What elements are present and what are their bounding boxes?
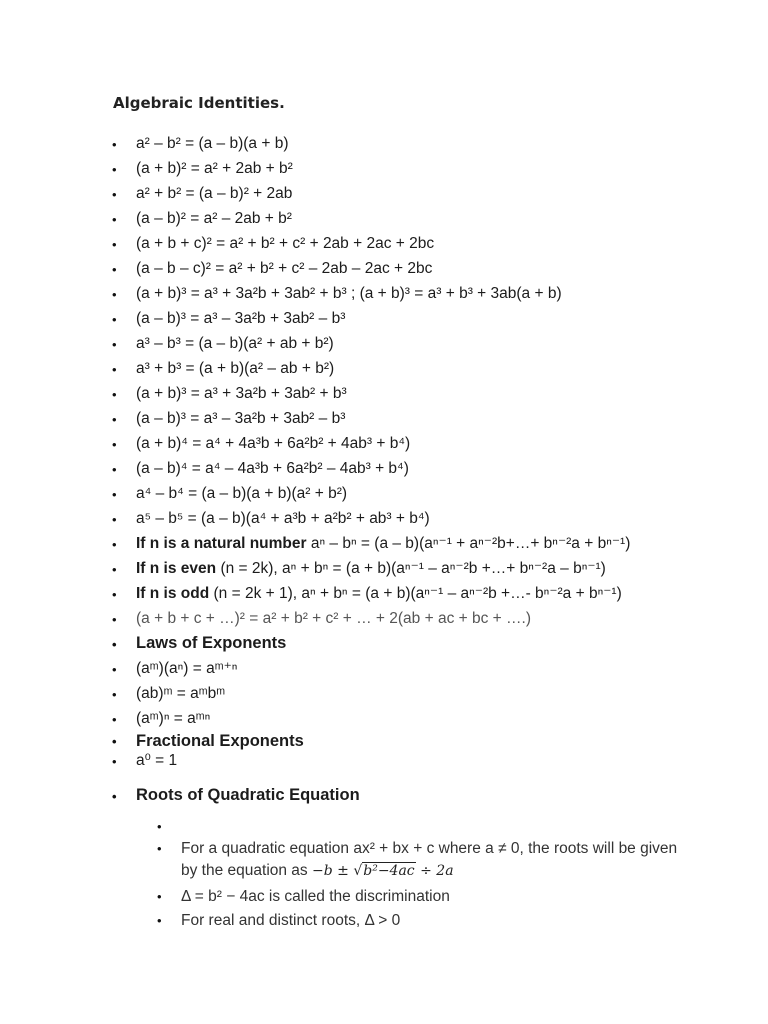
list-item: • (a – b)³ = a³ – 3a²b + 3ab² – b³ xyxy=(0,406,768,431)
list-item: • (a + b)³ = a³ + 3a²b + 3ab² + b³ xyxy=(0,381,768,406)
fractional-heading: • Fractional Exponents xyxy=(0,731,768,751)
list-item: • (a – b)⁴ = a⁴ – 4a³b + 6a²b² – 4ab³ + b⁴) xyxy=(0,456,768,481)
zero-exponent-item: • a⁰ = 1 xyxy=(0,751,768,771)
roots-heading: • Roots of Quadratic Equation xyxy=(0,783,768,808)
n-even-label: If n is even xyxy=(136,560,217,577)
list-item: • (a – b)² = a² – 2ab + b² xyxy=(0,206,768,231)
natural-number-label: If n is a natural number xyxy=(136,535,307,552)
list-item: • (a – b)³ = a³ – 3a²b + 3ab² – b³ xyxy=(0,306,768,331)
laws-heading: • Laws of Exponents xyxy=(0,631,768,656)
natural-number-formula: aⁿ – bⁿ = (a – b)(aⁿ⁻¹ + aⁿ⁻²b+…+ bⁿ⁻²a + bⁿ⁻¹) xyxy=(310,535,631,552)
formula-suffix: ÷ 2a xyxy=(420,863,454,879)
natural-number-item xyxy=(0,531,768,556)
list-item: • (aᵐ)ⁿ = aᵐⁿ xyxy=(0,706,768,731)
series-identity-item: • (a + b + c + …)² = a² + b² + c² + … + 2(ab + ac + bc + ….) xyxy=(0,606,768,631)
page-title: Algebraic Identities. xyxy=(113,94,285,112)
list-item: • a⁵ – b⁵ = (a – b)(a⁴ + a³b + a²b² + ab³ + b⁴) xyxy=(0,506,768,531)
n-odd-label: If n is odd xyxy=(136,585,210,602)
list-item: • a⁴ – b⁴ = (a – b)(a + b)(a² + b²) xyxy=(0,481,768,506)
n-even-item xyxy=(0,556,768,581)
list-item: • (a – b – c)² = a² + b² + c² – 2ab – 2ac + 2bc xyxy=(0,256,768,281)
list-item: • a² – b² = (a – b)(a + b) xyxy=(0,131,768,156)
n-odd-formula: (n = 2k + 1), aⁿ + bⁿ = (a + b)(aⁿ⁻¹ – aⁿ⁻²b +…- bⁿ⁻²a + bⁿ⁻¹) xyxy=(213,585,622,602)
quadratic-roots-text: For a quadratic equation ax² + bx + c where a ≠ 0, the roots will be given by the equation as xyxy=(181,840,678,879)
list-item: • (aᵐ)(aⁿ) = aᵐ⁺ⁿ xyxy=(0,656,768,681)
list-item: • a² + b² = (a – b)² + 2ab xyxy=(0,181,768,206)
roots-sublist xyxy=(0,816,768,932)
formula-radicand: b²−4ac xyxy=(363,863,415,879)
list-item: • (ab)ᵐ = aᵐbᵐ xyxy=(0,681,768,706)
list-item: • (a + b + c)² = a² + b² + c² + 2ab + 2ac + 2bc xyxy=(0,231,768,256)
empty-list-item xyxy=(0,816,681,838)
n-even-formula: (n = 2k), aⁿ + bⁿ = (a + b)(aⁿ⁻¹ – aⁿ⁻²b +…+ bⁿ⁻²a – bⁿ⁻¹) xyxy=(220,560,606,577)
formula-prefix: −b ± xyxy=(312,863,349,879)
identities-list xyxy=(0,131,768,808)
quadratic-formula: −b ± √b²−4ac ÷ 2a xyxy=(312,863,454,879)
list-item: • (a + b)³ = a³ + 3a²b + 3ab² + b³ ; (a + b)³ = a³ + b³ + 3ab(a + b) xyxy=(0,281,768,306)
n-odd-item xyxy=(0,581,768,606)
list-item: • a³ – b³ = (a – b)(a² + ab + b²) xyxy=(0,331,768,356)
list-item: • (a + b)² = a² + 2ab + b² xyxy=(0,156,768,181)
discriminant-item: • Δ = b² − 4ac is called the discrimination xyxy=(0,886,681,908)
quadratic-roots-item xyxy=(0,838,681,884)
list-item: • (a + b)⁴ = a⁴ + 4a³b + 6a²b² + 4ab³ + b⁴) xyxy=(0,431,768,456)
real-distinct-roots-item: • For real and distinct roots, Δ > 0 xyxy=(0,910,681,932)
list-item: • a³ + b³ = (a + b)(a² – ab + b²) xyxy=(0,356,768,381)
